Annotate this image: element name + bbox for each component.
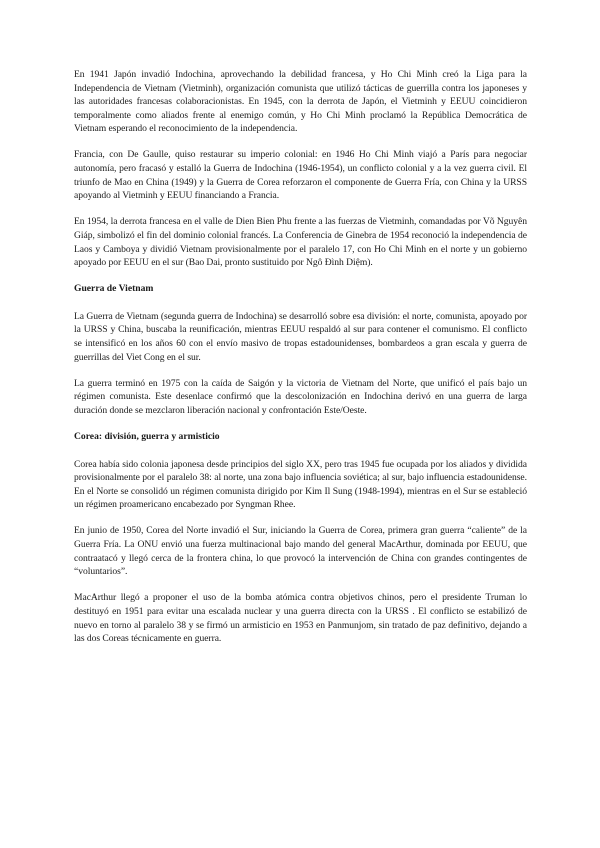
paragraph-korea-division: Corea había sido colonia japonesa desde principios del siglo XX, pero tras 1945 fue ocupada por los aliados y dividida provisionalmente por el paralelo 38: al norte, una zona bajo influencia soviética; al sur, bajo influencia estadounidense. En el Norte se consolidó un régimen comunista dirigido por Kim Il Sung (1948-1994), mientras en el Sur se estableció un régimen proamericano encabezado por Syngman Rhee. (74, 458, 527, 511)
heading-vietnam-war: Guerra de Vietnam (74, 283, 154, 295)
paragraph-vietnam-end: La guerra terminó en 1975 con la caída de Saigón y la victoria de Vietnam del Norte, que unificó el país bajo un régimen comunista. Este desenlace confirmó que la descolonización en Indochina derivó en una guerra de larga duración donde se mezclaron liberación nacional y confrontación Este/Oeste. (74, 377, 527, 416)
paragraph-korea-war: En junio de 1950, Corea del Norte invadió el Sur, iniciando la Guerra de Corea, primera gran guerra “caliente” de la Guerra Fría. La ONU envió una fuerza multinacional bajo mando del general MacArthur, dominada por EEUU, que contraatacó y llegó cerca de la frontera china, lo que provocó la intervención de China con grandes contingentes de “voluntarios”. (74, 525, 527, 578)
document-page (74, 68, 527, 658)
paragraph-japan-indochina: En 1941 Japón invadió Indochina, aprovechando la debilidad francesa, y Ho Chi Minh creó la Liga para la Independencia de Vietnam (Vietminh), organización comunista que utilizó tácticas de guerrilla contra los japoneses y las autoridades francesas colaboracionistas. En 1945, con la derrota de Japón, el Vietminh y EEUU coincidieron temporalmente como aliados frente al enemigo común, y Ho Chi Minh proclamó la República Democrática de Vietnam esperando el reconocimiento de la independencia. (74, 69, 527, 135)
paragraph-vietnam-division: La Guerra de Vietnam (segunda guerra de Indochina) se desarrolló sobre esa división: el norte, comunista, apoyado por la URSS y China, buscaba la reunificación, mientras EEUU respaldó al sur para contener el comunismo. El conflicto se intensificó en los años 60 con el envío masivo de tropas estadounidenses, bombardeos a gran escala y guerra de guerrillas del Viet Cong en el sur. (74, 310, 527, 363)
heading-korea: Corea: división, guerra y armisticio (74, 430, 220, 442)
paragraph-korea-armistice: MacArthur llegó a proponer el uso de la bomba atómica contra objetivos chinos, pero el presidente Truman lo destituyó en 1951 para evitar una escalada nuclear y una guerra directa con la URSS . El conflicto se estabilizó de nuevo en torno al paralelo 38 y se firmó un armisticio en 1953 en Panmunjom, sin tratado de paz definitivo, dejando a las dos Coreas técnicamente en guerra. (74, 592, 527, 645)
paragraph-dien-bien-phu: En 1954, la derrota francesa en el valle de Dien Bien Phu frente a las fuerzas de Vietminh, comandadas por Võ Nguyên Giáp, simbolizó el fin del dominio colonial francés. La Conferencia de Ginebra de 1954 reconoció la independencia de Laos y Camboya y dividió Vietnam provisionalmente por el paralelo 17, con Ho Chi Minh en el norte y un gobierno apoyado por EEUU en el sur (Bao Dai, pronto sustituido por Ngô Đình Diệm). (74, 216, 527, 269)
paragraph-france-indochina-war: Francia, con De Gaulle, quiso restaurar su imperio colonial: en 1946 Ho Chi Minh viajó a París para negociar autonomía, pero fracasó y estalló la Guerra de Indochina (1946-1954), un conflicto colonial y a la vez guerra civil. El triunfo de Mao en China (1949) y la Guerra de Corea reforzaron el componente de Guerra Fría, con China y la URSS apoyando al Vietminh y EEUU financiando a Francia. (74, 149, 527, 202)
